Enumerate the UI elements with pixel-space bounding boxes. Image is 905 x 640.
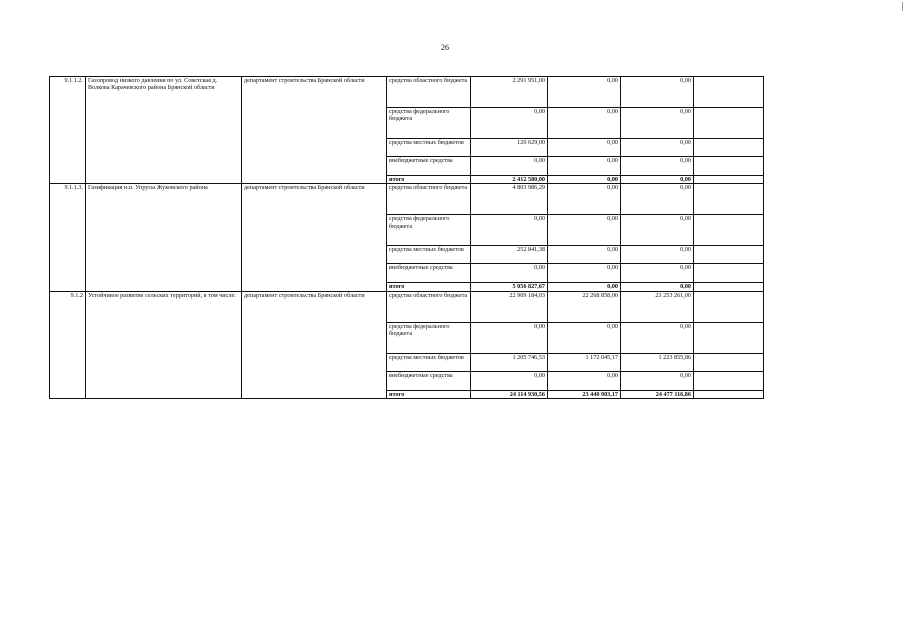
section-name: Устойчивое развитие сельских территорий, в том числе: [86, 291, 242, 398]
total-year-3: 0,00 [621, 283, 694, 291]
total-year-2: 23 440 903,17 [548, 390, 621, 398]
empty-cell [694, 77, 764, 108]
funding-source: средства федерального бюджета [387, 322, 471, 353]
section-executor: департамент строительства Брянской области [242, 184, 387, 291]
amount-year-1: 0,00 [471, 215, 548, 246]
total-year-1: 2 412 580,00 [471, 176, 548, 184]
page-edge-mark [902, 2, 903, 11]
amount-year-3: 0,00 [621, 77, 694, 108]
empty-cell [694, 176, 764, 184]
amount-year-2: 0,00 [548, 322, 621, 353]
total-year-3: 24 477 116,86 [621, 390, 694, 398]
empty-cell [694, 108, 764, 139]
table-row [50, 184, 764, 215]
amount-year-2: 0,00 [548, 215, 621, 246]
funding-source: средства местных бюджетов [387, 353, 471, 371]
amount-year-2: 0,00 [548, 246, 621, 264]
amount-year-3: 1 223 855,86 [621, 353, 694, 371]
amount-year-2: 0,00 [548, 108, 621, 139]
amount-year-1: 1 205 746,53 [471, 353, 548, 371]
empty-cell [694, 283, 764, 291]
amount-year-1: 4 803 986,29 [471, 184, 548, 215]
empty-cell [694, 215, 764, 246]
empty-cell [694, 322, 764, 353]
funding-source: средства федерального бюджета [387, 215, 471, 246]
funding-source: средства областного бюджета [387, 184, 471, 215]
empty-cell [694, 139, 764, 157]
amount-year-1: 120 629,00 [471, 139, 548, 157]
amount-year-2: 0,00 [548, 77, 621, 108]
budget-table [49, 76, 764, 399]
empty-cell [694, 371, 764, 390]
amount-year-3: 0,00 [621, 157, 694, 176]
empty-cell [694, 353, 764, 371]
table-row [50, 291, 764, 322]
amount-year-2: 1 172 045,17 [548, 353, 621, 371]
amount-year-3: 0,00 [621, 139, 694, 157]
section-code: 9.1.1.3. [50, 184, 86, 291]
amount-year-3: 0,00 [621, 264, 694, 283]
amount-year-2: 0,00 [548, 184, 621, 215]
empty-cell [694, 157, 764, 176]
amount-year-3: 23 253 261,00 [621, 291, 694, 322]
amount-year-3: 0,00 [621, 246, 694, 264]
total-year-2: 0,00 [548, 176, 621, 184]
amount-year-1: 0,00 [471, 264, 548, 283]
page-number: 26 [441, 43, 449, 52]
amount-year-1: 0,00 [471, 322, 548, 353]
section-name: Газификация н.п. Упрусы Жуковского района [86, 184, 242, 291]
total-year-1: 5 056 827,67 [471, 283, 548, 291]
empty-cell [694, 390, 764, 398]
empty-cell [694, 264, 764, 283]
amount-year-1: 0,00 [471, 371, 548, 390]
funding-source: средства местных бюджетов [387, 246, 471, 264]
total-year-2: 0,00 [548, 283, 621, 291]
section-executor: департамент строительства Брянской области [242, 77, 387, 184]
table-body [50, 77, 764, 399]
amount-year-3: 0,00 [621, 371, 694, 390]
amount-year-3: 0,00 [621, 108, 694, 139]
amount-year-1: 2 291 951,00 [471, 77, 548, 108]
amount-year-1: 22 909 184,03 [471, 291, 548, 322]
total-year-1: 24 114 930,56 [471, 390, 548, 398]
funding-source: средства местных бюджетов [387, 139, 471, 157]
table-row [50, 77, 764, 108]
amount-year-3: 0,00 [621, 215, 694, 246]
section-code: 9.1.1.2. [50, 77, 86, 184]
total-label: итого [387, 283, 471, 291]
amount-year-3: 0,00 [621, 184, 694, 215]
amount-year-2: 22 268 858,00 [548, 291, 621, 322]
empty-cell [694, 246, 764, 264]
total-label: итого [387, 390, 471, 398]
amount-year-2: 0,00 [548, 157, 621, 176]
empty-cell [694, 291, 764, 322]
amount-year-1: 0,00 [471, 108, 548, 139]
funding-source: средства областного бюджета [387, 291, 471, 322]
funding-source: внебюджетные средства [387, 371, 471, 390]
funding-source: внебюджетные средства [387, 264, 471, 283]
amount-year-1: 0,00 [471, 157, 548, 176]
section-name: Газопровод низкого давления по ул. Советская д. Волкова Карачевского района Брянской области [86, 77, 242, 184]
amount-year-2: 0,00 [548, 264, 621, 283]
funding-source: внебюджетные средства [387, 157, 471, 176]
funding-source: средства областного бюджета [387, 77, 471, 108]
total-year-3: 0,00 [621, 176, 694, 184]
section-executor: департамент строительства Брянской области [242, 291, 387, 398]
funding-source: средства федерального бюджета [387, 108, 471, 139]
amount-year-2: 0,00 [548, 371, 621, 390]
empty-cell [694, 184, 764, 215]
amount-year-2: 0,00 [548, 139, 621, 157]
total-label: итого [387, 176, 471, 184]
amount-year-1: 252 841,38 [471, 246, 548, 264]
section-code: 9.1.2 [50, 291, 86, 398]
amount-year-3: 0,00 [621, 322, 694, 353]
